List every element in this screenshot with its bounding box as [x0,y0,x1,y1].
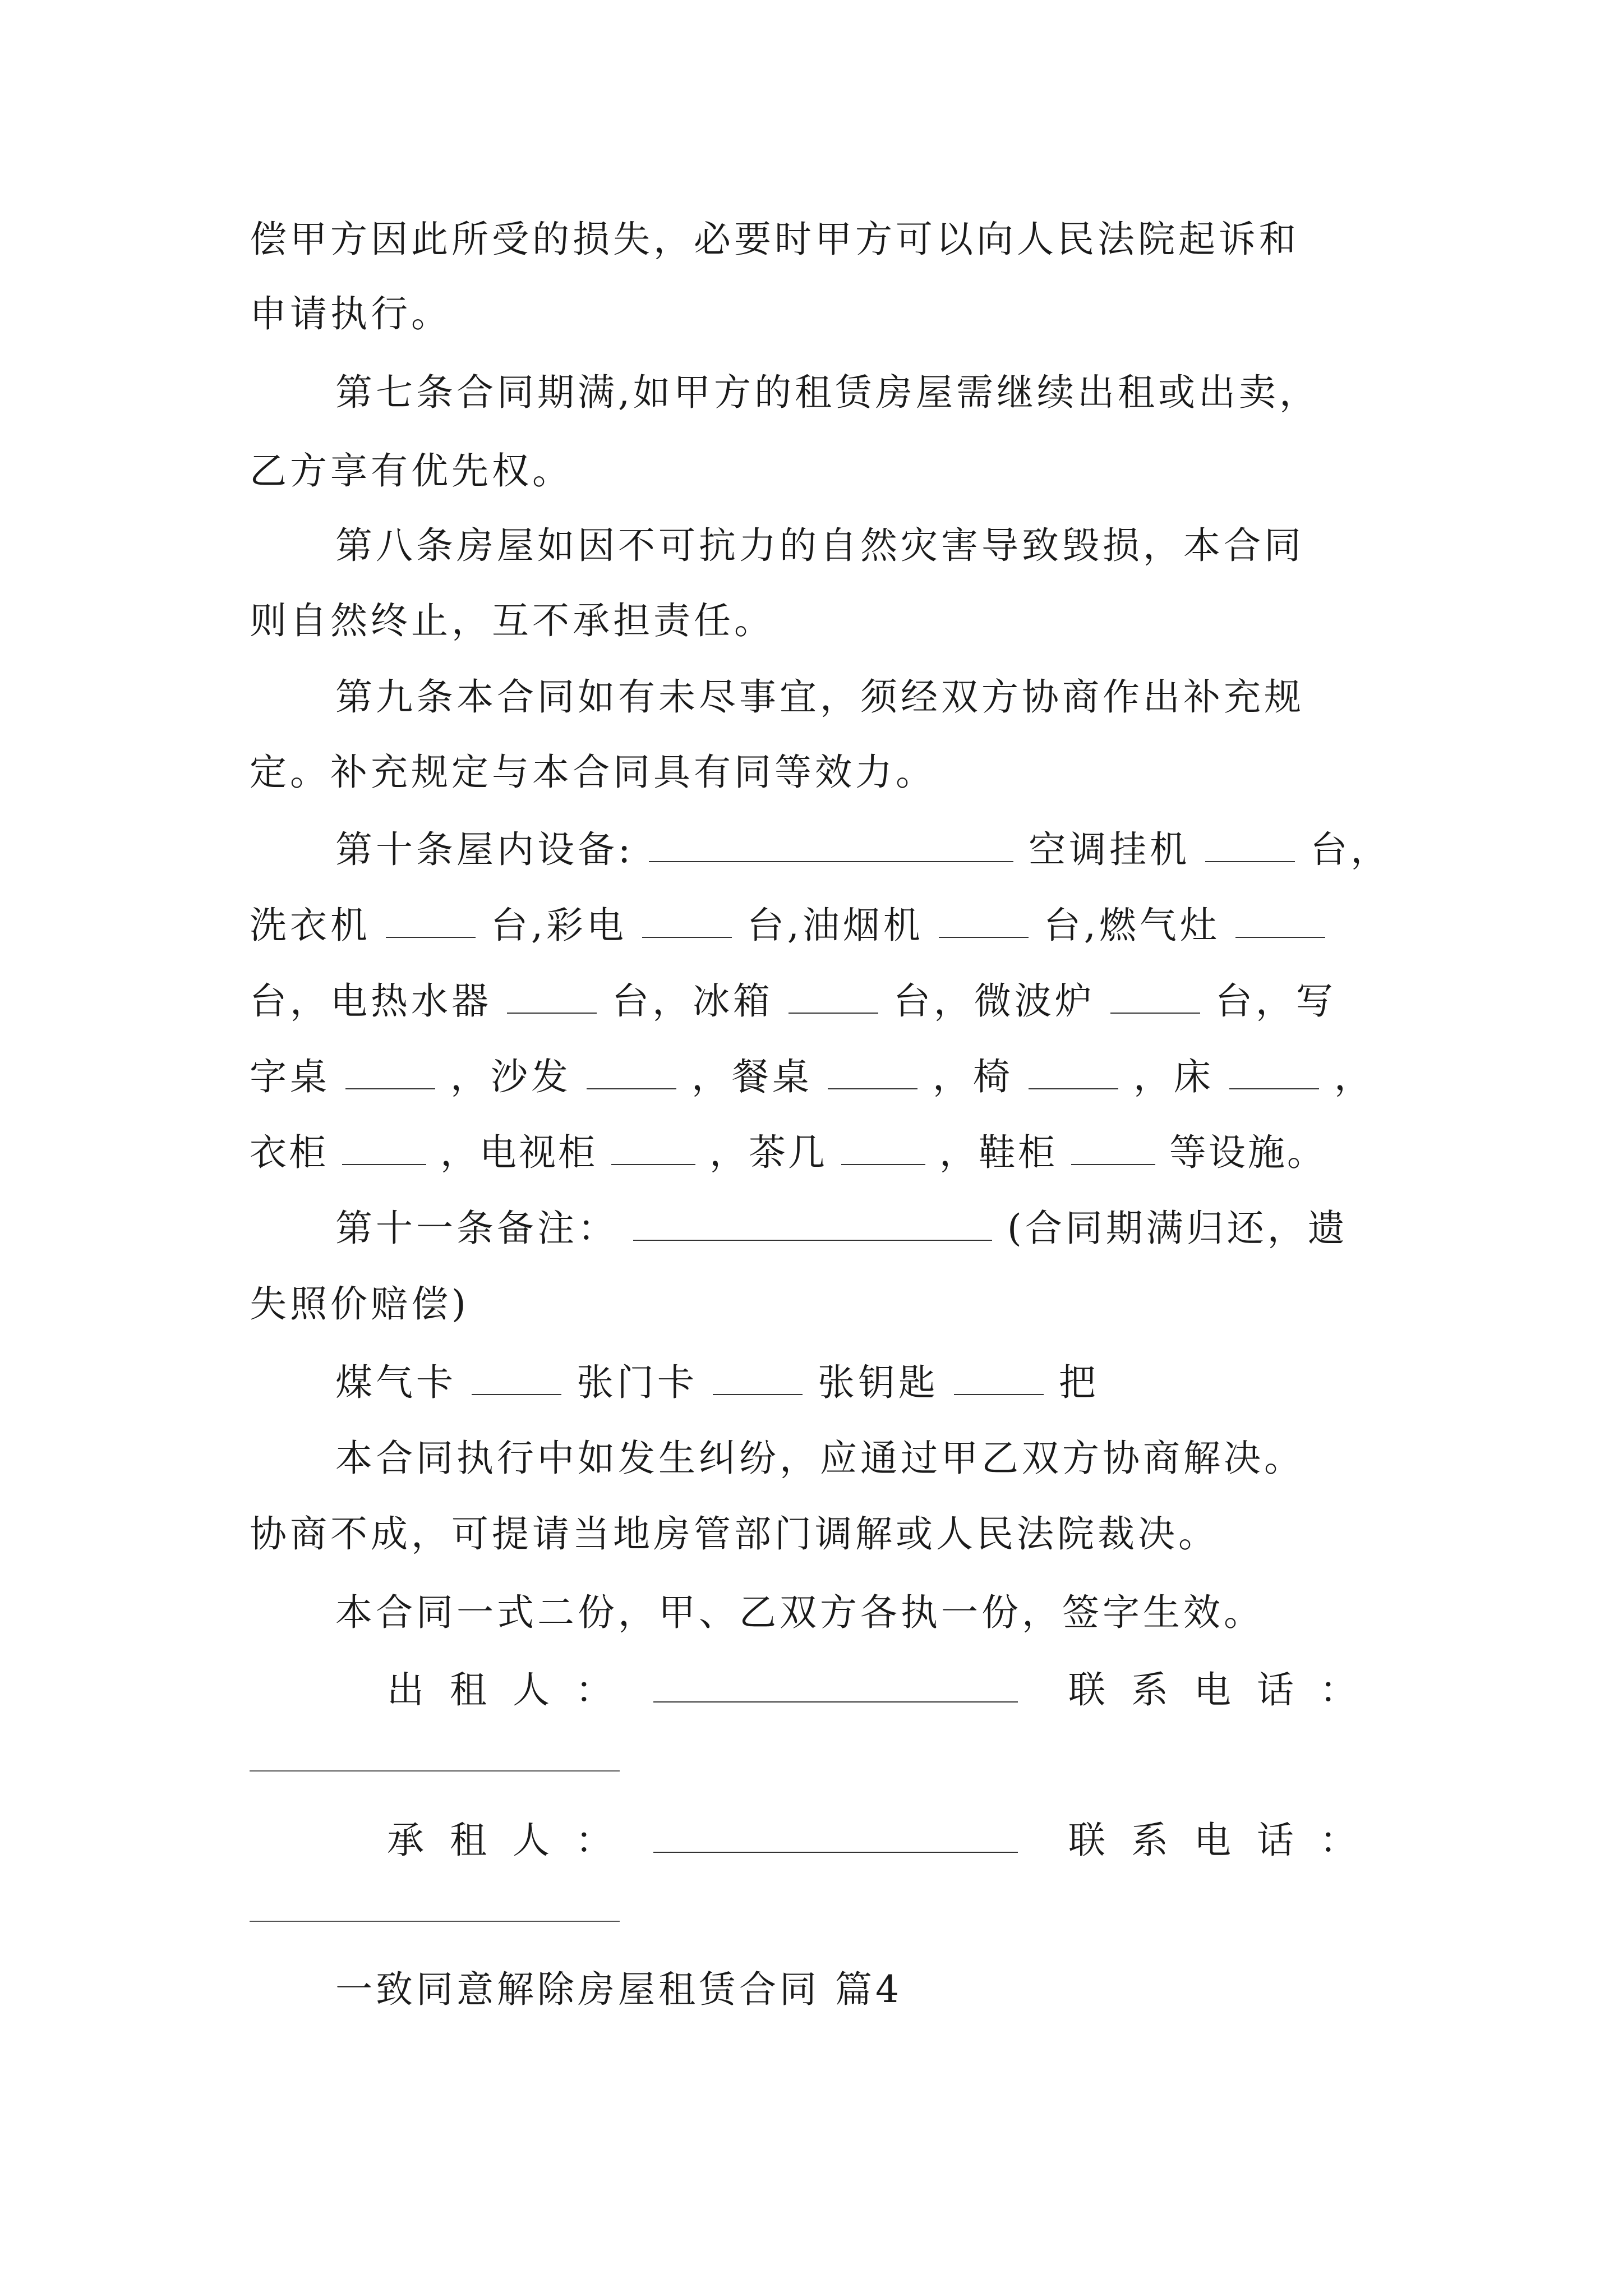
fill-blank [1235,895,1325,938]
text-segment: ，电视柜 [440,1131,597,1174]
text-segment: 空调挂机 [1029,828,1191,871]
article-7-line-1: 第七条合同期满,如甲方的租赁房屋需继续出租或出卖， [335,371,1320,414]
article-9-line-1: 第九条本合同如有未尽事宜，须经双方协商作出补充规 [335,675,1304,719]
text-segment: 等设施。 [1169,1131,1326,1174]
text-segment: 台,彩电 [490,904,627,947]
text-segment: 台，微波炉 [893,979,1095,1023]
fill-blank [789,971,878,1014]
fill-blank [841,1122,925,1165]
text-segment: ，鞋柜 [939,1131,1057,1174]
fill-blank [1071,1122,1155,1165]
lessee-signature-line [387,1810,1382,1871]
fill-blank [633,1198,992,1241]
text-segment: 台， [1310,828,1391,871]
fill-blank [611,1122,695,1165]
text-segment: 台,油烟机 [746,904,924,947]
text-segment: 张钥匙 [817,1361,939,1404]
text-segment: 张门卡 [576,1361,698,1404]
article-11-line-2: 失照价赔偿) [250,1282,469,1326]
text-segment: 台,燃气灶 [1043,904,1220,947]
section-heading: 一致同意解除房屋租赁合同 篇4 [335,1968,902,2011]
fill-blank [649,820,1013,862]
text-segment: (合同期满归还，遗 [1007,1207,1348,1250]
lessee-phone-blank [250,1921,620,1922]
fill-blank [345,1047,435,1089]
text-segment: 把 [1058,1361,1099,1404]
text-segment: 字桌 [250,1055,330,1098]
article-11-line-3 [335,1352,1099,1414]
fill-blank [828,1047,917,1089]
copies-clause: 本合同一式二份，甲、乙双方各执一份，签字生效。 [335,1591,1264,1634]
lessor-label: 出租人： [387,1668,638,1711]
lessor-name-blank [653,1660,1018,1703]
text-segment: ，茶几 [709,1131,827,1174]
fill-blank [1110,971,1200,1014]
text-line: 申请执行。 [250,292,451,335]
article-10-line-3 [250,970,1336,1032]
lessor-phone-label: 联系电话： [1068,1668,1382,1711]
fill-blank [507,971,597,1014]
text-segment: ， [1334,1055,1375,1098]
text-segment: ，床 [1133,1055,1214,1098]
fill-blank [713,1352,803,1395]
article-8-line-2: 则自然终止，互不承担责任。 [250,599,774,642]
fill-blank [342,1122,426,1165]
article-11-line-1 [335,1198,1348,1259]
text-line: 偿甲方因此所受的损失，必要时甲方可以向人民法院起诉和 [250,218,1299,261]
text-segment: 台，电热水器 [250,979,492,1023]
article-10-line-4 [250,1046,1375,1108]
fill-blank [1229,1047,1319,1089]
article-10-line-5 [250,1122,1326,1184]
article-9-line-2: 定。补充规定与本合同具有同等效力。 [250,751,936,794]
text-segment: ，餐桌 [691,1055,813,1098]
fill-blank [1205,820,1295,862]
lessee-label: 承租人： [387,1819,638,1862]
text-segment: 洗衣机 [250,904,371,947]
text-segment: 衣柜 [250,1131,328,1174]
article-8-line-1: 第八条房屋如因不可抗力的自然灾害导致毁损，本合同 [335,524,1304,567]
fill-blank [954,1352,1044,1395]
lessor-phone-blank [250,1770,620,1772]
text-segment: 煤气卡 [335,1361,457,1404]
article-10-line-2 [250,895,1325,956]
text-segment: 第十一条备注： [335,1207,618,1250]
fill-blank [587,1047,676,1089]
text-segment: ，椅 [932,1055,1013,1098]
text-segment: ，沙发 [450,1055,571,1098]
text-segment: 第十条屋内设备: [335,828,634,871]
fill-blank [386,895,476,938]
fill-blank [1029,1047,1118,1089]
article-10-line-1 [335,819,1391,881]
text-segment: 台，冰箱 [611,979,773,1023]
fill-blank [472,1352,561,1395]
dispute-line-2: 协商不成，可提请当地房管部门调解或人民法院裁决。 [250,1512,1219,1556]
lessee-phone-label: 联系电话： [1068,1819,1382,1862]
lessee-name-blank [653,1810,1018,1853]
fill-blank [939,895,1029,938]
lessor-signature-line [387,1659,1382,1721]
text-segment: 台，写 [1215,979,1336,1023]
dispute-line-1: 本合同执行中如发生纠纷，应通过甲乙双方协商解决。 [335,1437,1304,1480]
article-7-line-2: 乙方享有优先权。 [250,449,573,493]
fill-blank [642,895,732,938]
